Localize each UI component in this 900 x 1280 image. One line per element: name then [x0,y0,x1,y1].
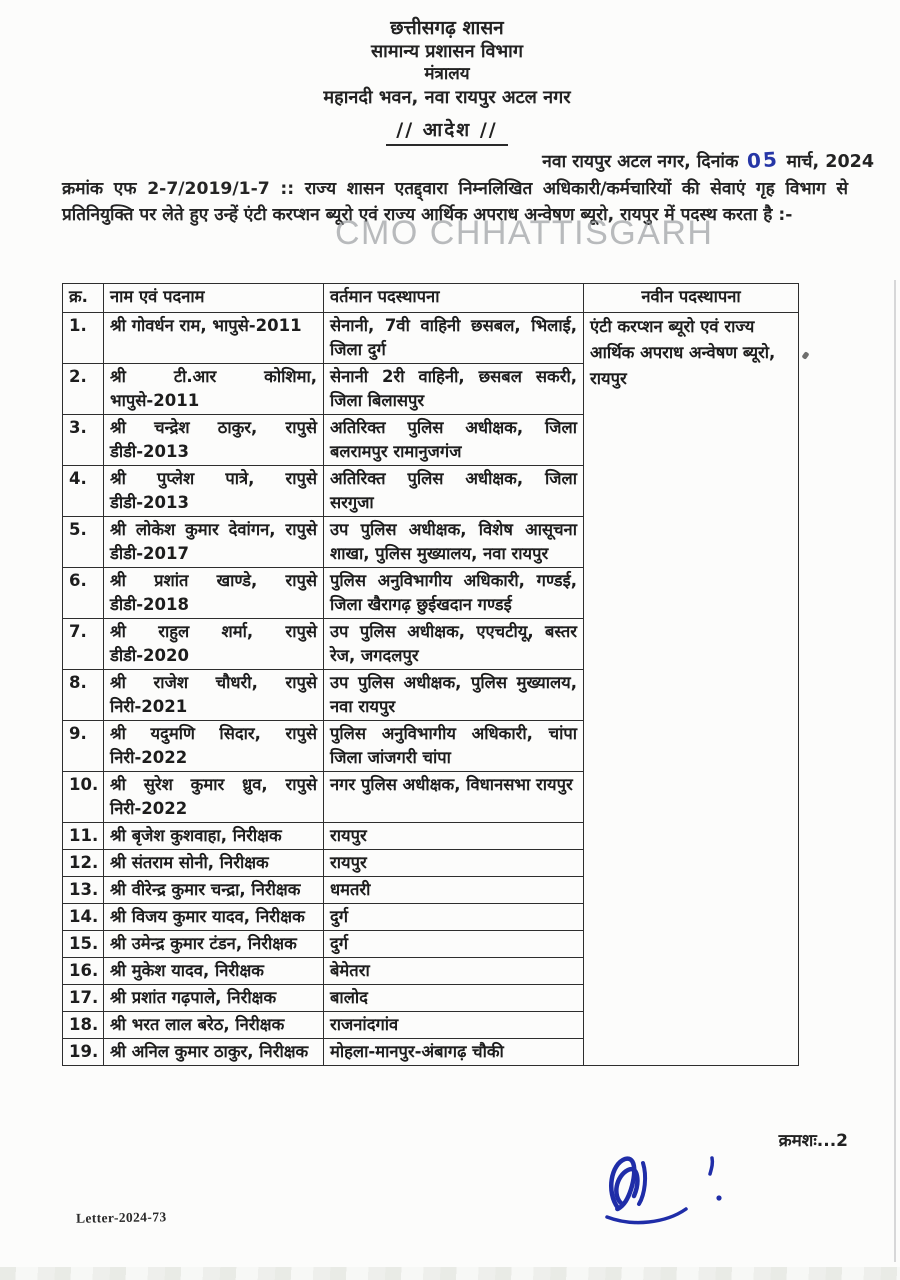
signature-scribble-icon [598,1146,730,1238]
cell-current-posting: राजनांदगांव [324,1012,584,1039]
header-serial: क्र. [63,284,104,313]
scan-artifact-bottom-strip [0,1267,900,1280]
cell-serial: 14. [63,904,104,931]
cell-current-posting: पुलिस अनुविभागीय अधिकारी, चांपा जिला जांजगरी चांपा [324,721,584,772]
cell-current-posting: पुलिस अनुविभागीय अधिकारी, गण्डई, जिला खैरागढ़ छुईखदान गण्डई [324,568,584,619]
dateline [542,148,874,173]
cell-current-posting: अतिरिक्त पुलिस अधीक्षक, जिला सरगुजा [324,466,584,517]
cell-name-designation: श्री यदुमणि सिदार, रापुसे निरी-2022 [104,721,324,772]
document-id: Letter-2024-73 [75,1209,167,1226]
cell-name-designation: श्री संतराम सोनी, निरीक्षक [104,850,324,877]
dateline-date-label: दिनांक [696,152,739,172]
cell-name-designation: श्री विजय कुमार यादव, निरीक्षक [104,904,324,931]
cell-name-designation: श्री राजेश चौधरी, रापुसे निरी-2021 [104,670,324,721]
cell-serial: 8. [63,670,104,721]
cell-serial: 1. [63,313,104,364]
cell-name-designation: श्री प्रशांत गढ़पाले, निरीक्षक [104,985,324,1012]
cell-name-designation: श्री मुकेश यादव, निरीक्षक [104,958,324,985]
cmo-watermark: CMO CHHATTISGARH [335,214,714,252]
cell-name-designation: श्री भरत लाल बरेठ, निरीक्षक [104,1012,324,1039]
building-address: महानदी भवन, नवा रायपुर अटल नगर [323,87,571,108]
cell-current-posting: उप पुलिस अधीक्षक, विशेष आसूचना शाखा, पुलिस मुख्यालय, नवा रायपुर [324,517,584,568]
cell-serial: 17. [63,985,104,1012]
cell-name-designation: श्री बृजेश कुशवाहा, निरीक्षक [104,823,324,850]
order-text: राज्य शासन एतद्द्वारा निम्नलिखित अधिकारी/कर्मचारियों की सेवाएं गृह विभाग से प्रतिनियुक्ति पर लेते हुए उन्हें एंटी करप्शन ब्यूरो एवं राज्य आर्थिक अपराध अन्वेषण ब्यूरो, रायपुर में पदस्थ करता है :- [62,179,848,225]
cell-current-posting: दुर्ग [324,904,584,931]
ministry-label: मंत्रालय [424,64,470,84]
header-current-posting: वर्तमान पदस्थापना [324,284,584,313]
table-header-row [63,284,799,313]
continuation-marker: क्रमशः...2 [778,1131,848,1151]
header-name-designation: नाम एवं पदनाम [104,284,324,313]
department-name: सामान्य प्रशासन विभाग [371,41,523,62]
table-body [63,313,799,1066]
cell-current-posting: बालोद [324,985,584,1012]
cell-name-designation: श्री वीरेन्द्र कुमार चन्द्रा, निरीक्षक [104,877,324,904]
order-title [0,116,894,146]
cell-current-posting: नगर पुलिस अधीक्षक, विधानसभा रायपुर [324,772,584,823]
table-row [63,313,799,364]
cell-current-posting: बेमेतरा [324,958,584,985]
cell-current-posting: मोहला-मानपुर-अंबागढ़ चौकी [324,1039,584,1066]
cell-name-designation: श्री गोवर्धन राम, भापुसे-2011 [104,313,324,364]
cell-serial: 11. [63,823,104,850]
cell-current-posting: अतिरिक्त पुलिस अधीक्षक, जिला बलरामपुर रामानुजगंज [324,415,584,466]
cell-serial: 12. [63,850,104,877]
cell-current-posting: दुर्ग [324,931,584,958]
cell-new-posting-merged: एंटी करप्शन ब्यूरो एवं राज्य आर्थिक अपराध अन्वेषण ब्यूरो, रायपुर [584,313,799,1066]
cell-serial: 13. [63,877,104,904]
cell-serial: 7. [63,619,104,670]
cell-name-designation: श्री राहुल शर्मा, रापुसे डीडी-2020 [104,619,324,670]
cell-serial: 16. [63,958,104,985]
cell-serial: 15. [63,931,104,958]
transfer-order-table [62,283,799,1066]
cell-name-designation: श्री टी.आर कोशिमा, भापुसे-2011 [104,364,324,415]
cell-name-designation: श्री चन्द्रेश ठाकुर, रापुसे डीडी-2013 [104,415,324,466]
dateline-date-suffix: मार्च, 2024 [786,152,874,172]
cell-serial: 6. [63,568,104,619]
cell-current-posting: धमतरी [324,877,584,904]
cell-name-designation: श्री पुप्लेश पात्रे, रापुसे डीडी-2013 [104,466,324,517]
cell-current-posting: सेनानी, 7वी वाहिनी छसबल, भिलाई, जिला दुर्ग [324,313,584,364]
govt-name: छत्तीसगढ़ शासन [390,17,504,39]
reference-number: क्रमांक एफ 2-7/2019/1-7 :: [62,179,295,199]
cell-name-designation: श्री अनिल कुमार ठाकुर, निरीक्षक [104,1039,324,1066]
cell-serial: 2. [63,364,104,415]
scan-artifact-speck [801,351,809,360]
cell-current-posting: उप पुलिस अधीक्षक, एएचटीयू, बस्तर रेज, जगदलपुर [324,619,584,670]
cell-current-posting: रायपुर [324,823,584,850]
dateline-place: नवा रायपुर अटल नगर, [542,152,691,172]
letterhead [0,16,894,110]
cell-serial: 19. [63,1039,104,1066]
cell-current-posting: रायपुर [324,850,584,877]
cell-name-designation: श्री सुरेश कुमार ध्रुव, रापुसे निरी-2022 [104,772,324,823]
header-new-posting: नवीन पदस्थापना [584,284,799,313]
cell-serial: 5. [63,517,104,568]
cell-current-posting: उप पुलिस अधीक्षक, पुलिस मुख्यालय, नवा रायपुर [324,670,584,721]
scan-artifact-right-edge [894,280,896,1262]
cell-name-designation: श्री उमेन्द्र कुमार टंडन, निरीक्षक [104,931,324,958]
cell-serial: 9. [63,721,104,772]
order-title-text: // आदेश // [386,116,507,146]
cell-name-designation: श्री लोकेश कुमार देवांगन, रापुसे डीडी-2017 [104,517,324,568]
cell-serial: 3. [63,415,104,466]
cell-serial: 18. [63,1012,104,1039]
cell-name-designation: श्री प्रशांत खाण्डे, रापुसे डीडी-2018 [104,568,324,619]
cell-serial: 10. [63,772,104,823]
cell-serial: 4. [63,466,104,517]
cell-current-posting: सेनानी 2री वाहिनी, छसबल सकरी, जिला बिलासपुर [324,364,584,415]
handwritten-date: 05 [745,146,780,174]
